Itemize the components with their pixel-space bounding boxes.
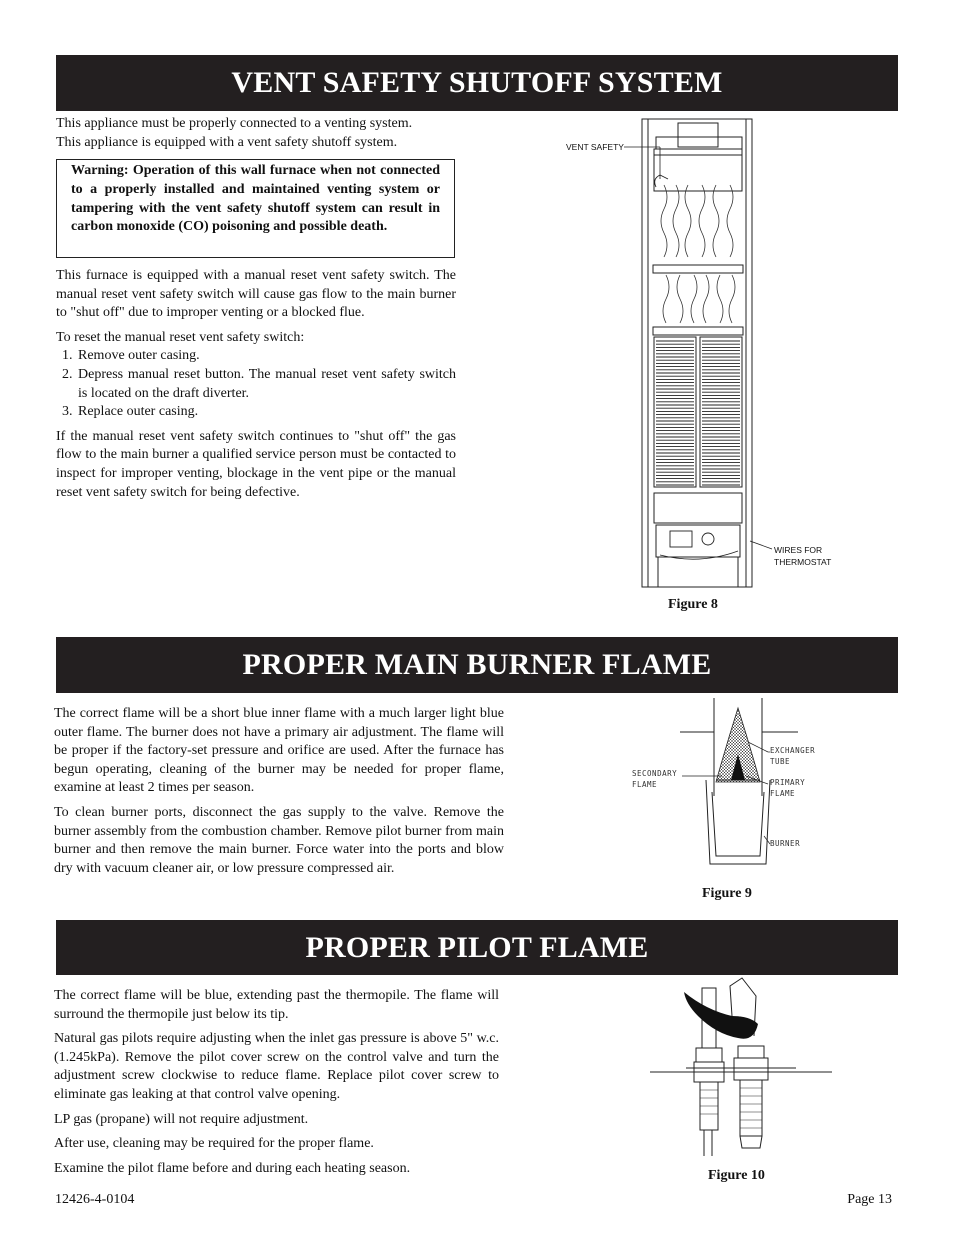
- burner-body: [54, 705, 504, 884]
- label-thermostat: THERMOSTAT: [774, 557, 832, 567]
- figure-9-caption: Figure 9: [702, 886, 752, 901]
- label-secondary-flame: FLAME: [632, 780, 658, 789]
- label-primary: PRIMARY: [770, 778, 806, 787]
- reset-intro: To reset the manual reset vent safety switch:: [56, 329, 305, 345]
- pilot-para2: Natural gas pilots require adjusting when the inlet gas pressure is above 5" w.c. (1.245kPa). Remove the pilot cover screw on the control valve and turn the adjustment screw clockwise to reduce flame. Replace pilot cover screw to eliminate gas leaking at that control valve opening.: [54, 1031, 499, 1102]
- burner-para2: To clean burner ports, disconnect the gas supply to the valve. Remove the burner assembly from the combustion chamber. Remove pilot burner from main burner and then remove the main burner. Force water into the ports and blow dry with vacuum cleaner air, or low pressure compressed air.: [54, 804, 504, 876]
- pilot-para3: LP gas (propane) will not require adjustment.: [54, 1111, 309, 1127]
- vent-para1: This furnace is equipped with a manual reset vent safety switch. The manual reset vent safety switch will cause gas flow to the main burner to "shut off" due to improper venting or a blocked flue.: [56, 268, 456, 321]
- reset-step: 1. Remove outer casing.: [76, 347, 456, 366]
- label-wires-for: WIRES FOR: [774, 545, 823, 555]
- section-title-pilot: [56, 920, 898, 975]
- vent-intro-line1: This appliance must be properly connected to a venting system.: [56, 116, 413, 131]
- burner-title-text: PROPER MAIN BURNER FLAME: [242, 648, 712, 681]
- page-number: Page 13: [847, 1192, 892, 1207]
- pilot-body: [54, 987, 499, 1184]
- label-burner: BURNER: [770, 839, 801, 848]
- label-vent-safety: VENT SAFETY: [566, 142, 624, 152]
- figure-8-furnace-diagram: [560, 115, 850, 593]
- reset-step: 2. Depress manual reset button. The manual reset vent safety switch is located on the draft diverter.: [76, 366, 456, 403]
- pilot-title-text: PROPER PILOT FLAME: [305, 931, 649, 964]
- pilot-para5: Examine the pilot flame before and during each heating season.: [54, 1160, 411, 1176]
- warning-box: Warning: Operation of this wall furnace when not connected to a properly installed and maintained venting system or tampering with the vent safety shutoff system can result in carbon monoxide (CO) poisoning and possible death.: [56, 159, 455, 258]
- label-exchanger: EXCHANGER: [770, 746, 816, 755]
- figure-8-caption: Figure 8: [668, 597, 718, 612]
- document-number: 12426-4-0104: [55, 1192, 135, 1207]
- pilot-para1: The correct flame will be blue, extending past the thermopile. The flame will surround the thermopile just below its tip.: [54, 988, 499, 1022]
- label-primary-flame: FLAME: [770, 789, 796, 798]
- vent-para2: If the manual reset vent safety switch continues to "shut off" the gas flow to the main burner a qualified service person must be contacted to inspect for improper venting, blockage in the vent pipe or the manual reset vent safety switch for being defective.: [56, 428, 456, 500]
- reset-steps: [56, 347, 456, 421]
- section-title-burner: [56, 637, 898, 693]
- figure-10-caption: Figure 10: [708, 1168, 765, 1183]
- vent-title-text: VENT SAFETY SHUTOFF SYSTEM: [231, 66, 723, 99]
- figure-9-burner-flame-diagram: [630, 696, 830, 874]
- label-tube: TUBE: [770, 757, 791, 766]
- vent-intro: [56, 115, 458, 152]
- burner-para1: The correct flame will be a short blue inner flame with a much larger light blue outer flame. The burner does not have a primary air adjustment. The flame will be proper if the factory-set pressure and orifice are used. After the furnace has begun operating, cleaning of the burner may be needed for proper flame, examine at least 2 times per season.: [54, 706, 504, 796]
- figure-10-pilot-flame-diagram: [646, 976, 836, 1162]
- section-title-vent: [56, 55, 898, 111]
- pilot-para4: After use, cleaning may be required for the proper flame.: [54, 1136, 374, 1152]
- vent-body: [56, 267, 456, 508]
- vent-intro-line2: This appliance is equipped with a vent safety shutoff system.: [56, 134, 398, 150]
- label-secondary: SECONDARY: [632, 769, 678, 778]
- reset-step: 3. Replace outer casing.: [76, 403, 456, 422]
